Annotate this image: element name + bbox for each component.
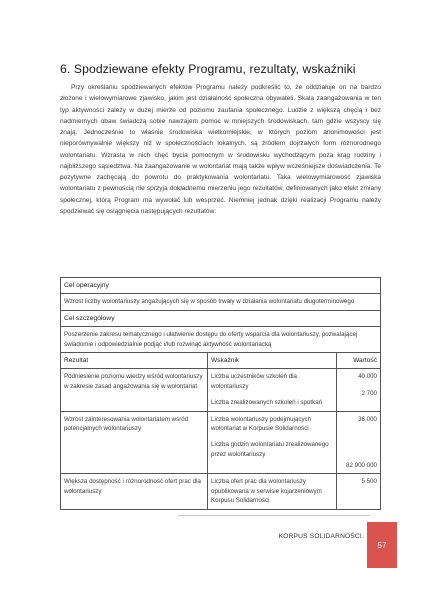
results-table [60, 277, 381, 510]
value-item: 5 500 [361, 478, 377, 486]
operational-goal-label-row [61, 278, 381, 294]
footer-brand: KORPUS SOLIDARNOŚCI. [278, 533, 364, 540]
value-item: 36 000 [358, 415, 377, 423]
specific-goal-label-row [61, 310, 381, 326]
intro-text: Przy określaniu spodziewanych efektów Programu należy podkreślić to, że oddziałuje on na bardzo złożone i wielowymiarowe zjawisko, jakim jest działalność społeczna obywateli. Skala zaangażowania w ten typ aktywności zależy w dużej mierze od poziomu zaufania społecznego. Ludzie z większą chęcią i bez nadmiernych obaw świadczą sobie nawzajem pomoc w mniejszych środowiskach, tam gdzie wszyscy się znają. Jednocześnie to właśnie środowiska wielkomiejskie, w których poziom anonimowości jest nieporównywalnie większy niż w społecznościach lokalnych, są źródłem dojrzałych form różnorodnego wolontariatu. Wzrasta w nich chęć bycia pomocnym w środowisku wychodzącym poza krąg rodziny i najbliższego sąsiedztwa. Na zaangażowanie w wolontariat mają także wpływ wcześniejsze doświadczenia. Te pozytywne zachęcają do powrotu do praktykowania wolontariatu. Taka wielowymiarowość zjawiska wolontariatu z pewnością nie sprzyja dokładnemu mierzeniu jego rezultatów, definiowanych jako efekt zmiany społecznej, którą Program ma wywołać lub wesprzeć. Niemniej jednak dzięki realizacji Programu należy spodziewać się osiągnięcia następujących rezultatów: [60, 84, 381, 215]
operational-goal-text: Wzrost liczby wolontariuszy angażujących się w sposób trwały w działania wolontariatu długoterminowego [61, 294, 381, 310]
indicator-item: Liczba ofert prac dla wolontariuszy opublikowana w serwisie kojarzeniowym Korpusu Solidarności [211, 478, 322, 505]
page-number-badge [367, 522, 397, 568]
indicator-item: Liczba zrealizowanych szkoleń i spotkań [211, 399, 323, 407]
value-cell [337, 474, 381, 509]
table-row [61, 411, 381, 474]
value-item: 2 700 [361, 389, 377, 397]
table-header-row [61, 353, 381, 369]
page-number: 57 [377, 540, 387, 550]
specific-goal-text: Poszerzenie zakresu tematycznego i ułatwienie dostępu do oferty wsparcia dla wolontariuszy, pozwalającej świadomie i odpowiedzialnie podjąć i/lub rozwinąć aktywność wolontariacką [61, 327, 381, 353]
result-cell: Wzrost zainteresowania wolontariatem wśród potencjalnych wolontariuszy [61, 411, 208, 474]
indicator-cell [208, 474, 337, 509]
indicator-item: Liczba wolontariuszy podejmujących wolontariat w Korpusie Solidarności [211, 415, 312, 433]
operational-goal-text-row [61, 294, 381, 310]
specific-goal-text-row [61, 327, 381, 353]
table-row [61, 474, 381, 509]
header-indicator: Wskaźnik [208, 353, 337, 369]
value-cell [337, 369, 381, 411]
value-item: 40 000 [358, 373, 377, 381]
table-row [61, 369, 381, 411]
value-item: 82 900 000 [346, 462, 377, 470]
result-cell: Podniesienie poziomu wiedzy wśród wolontariuszy w zakresie zasad angażowania się w wolontariat [61, 369, 208, 411]
indicator-cell [208, 369, 337, 411]
value-cell [337, 411, 381, 474]
indicator-cell [208, 411, 337, 474]
result-cell: Większa dostępność i różnorodność ofert prac dla wolontariuszy [61, 474, 208, 509]
indicator-item: Liczba uczestników szkoleń dla wolontariuszy [211, 373, 297, 390]
operational-goal-label: Cel operacyjny [61, 278, 381, 294]
header-value: Wartość [337, 353, 381, 369]
header-result: Rezultat [61, 353, 208, 369]
intro-paragraph [60, 82, 381, 217]
section-heading: 6. Spodziewane efekty Programu, rezultaty, wskaźniki [60, 62, 356, 76]
specific-goal-label: Cel szczegółowy [61, 310, 381, 326]
footer-divider [178, 515, 370, 516]
indicator-item: Liczba godzin wolontariatu zrealizowanego przez wolontariuszy [211, 441, 329, 458]
